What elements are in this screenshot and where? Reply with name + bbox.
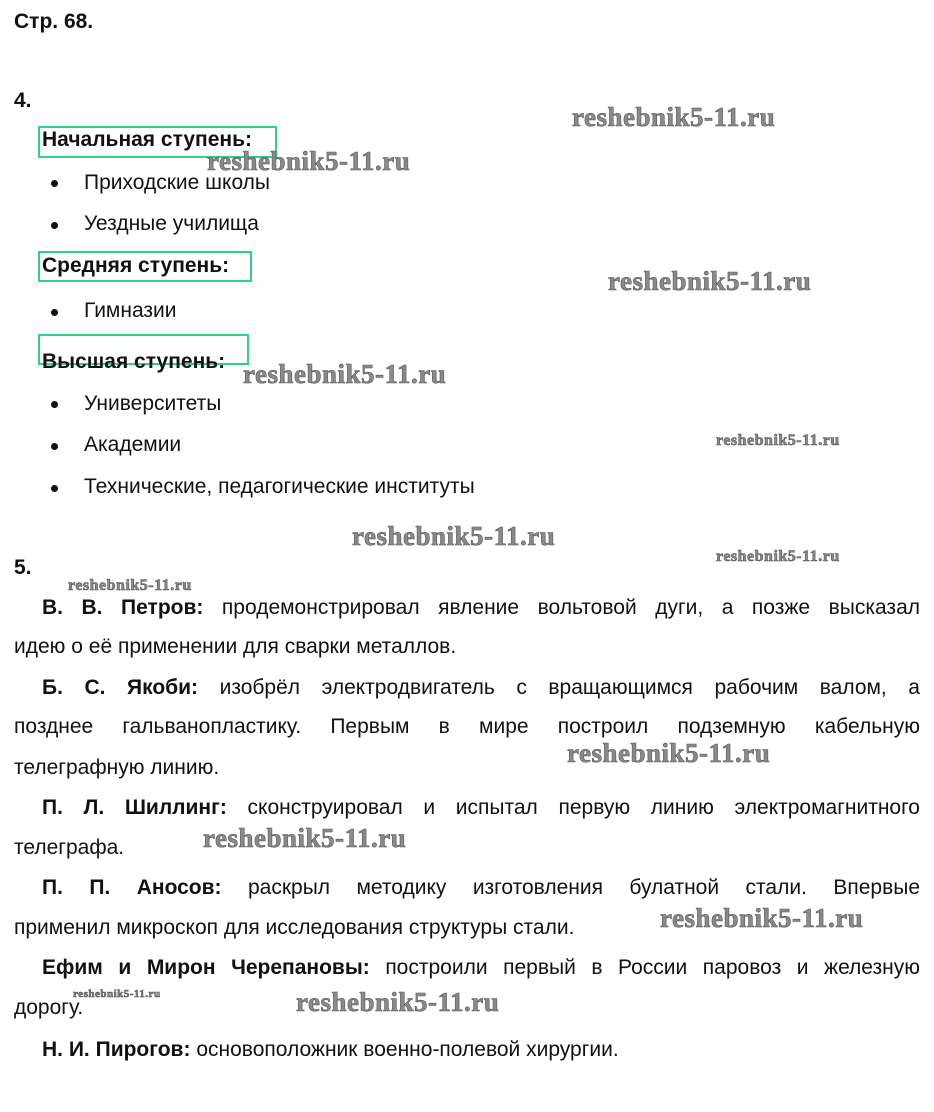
entry-text: идею о её применении для сварки металлов. bbox=[14, 635, 457, 658]
bullet-icon bbox=[51, 443, 58, 450]
list-item: Академии bbox=[84, 433, 182, 456]
entry-text: основоположник военно-полевой хирургии. bbox=[196, 1038, 619, 1061]
entry-text: раскрыл методику изготовления булатной стали. Впервые bbox=[247, 876, 920, 899]
bullet-icon bbox=[51, 309, 58, 316]
entry-name: Н. И. Пирогов: bbox=[42, 1038, 191, 1061]
section-heading: Средняя ступень: bbox=[42, 254, 230, 277]
entry-text: телеграфную линию. bbox=[14, 756, 220, 779]
entry-text: применил микроскоп для исследования структуры стали. bbox=[14, 916, 575, 939]
watermark: reshebnik5-11.ru bbox=[572, 102, 776, 132]
bullet-icon bbox=[51, 485, 58, 492]
list-item: Технические, педагогические институты bbox=[84, 475, 475, 498]
watermark: reshebnik5-11.ru bbox=[68, 577, 192, 594]
task-5-number: 5. bbox=[14, 556, 32, 579]
entry-name: Ефим и Мирон Черепановы: bbox=[42, 956, 370, 979]
entry-line bbox=[14, 715, 920, 739]
watermark: reshebnik5-11.ru bbox=[660, 903, 864, 933]
bullet-icon bbox=[51, 222, 58, 229]
entry-line bbox=[42, 796, 920, 820]
task-4-number: 4. bbox=[14, 89, 32, 112]
entry-line bbox=[14, 635, 920, 659]
entry-name: В. В. Петров: bbox=[42, 596, 204, 619]
list-item: Университеты bbox=[84, 392, 222, 415]
entry-text: дорогу. bbox=[14, 996, 84, 1019]
entry-line bbox=[42, 676, 920, 700]
watermark: reshebnik5-11.ru bbox=[716, 432, 840, 449]
watermark: reshebnik5-11.ru bbox=[243, 359, 447, 389]
watermark: reshebnik5-11.ru bbox=[203, 823, 407, 853]
section-heading: Высшая ступень: bbox=[42, 350, 226, 373]
section-heading: Начальная ступень: bbox=[42, 128, 253, 151]
page-label: Стр. 68. bbox=[14, 10, 94, 33]
entry-text: продемонстрировал явление вольтовой дуги, а позже высказал bbox=[221, 596, 920, 619]
entry-text: изобрёл электродвигатель с вращающимся рабочим валом, а bbox=[219, 676, 920, 699]
entry-line bbox=[14, 836, 920, 860]
entry-text: построили первый в России паровоз и железную bbox=[385, 956, 920, 979]
entry-name: Б. С. Якоби: bbox=[42, 676, 199, 699]
list-item: Уездные училища bbox=[84, 212, 259, 235]
entry-line bbox=[14, 756, 920, 780]
watermark: reshebnik5-11.ru bbox=[296, 987, 500, 1017]
watermark: reshebnik5-11.ru bbox=[352, 521, 556, 551]
watermark: reshebnik5-11.ru bbox=[73, 988, 161, 1000]
entry-text: позднее гальванопластику. Первым в мире построил подземную кабельную bbox=[14, 715, 920, 738]
entry-line bbox=[42, 596, 920, 620]
entry-text: телеграфа. bbox=[14, 836, 125, 859]
entry-name: П. Л. Шиллинг: bbox=[42, 796, 227, 819]
watermark: reshebnik5-11.ru bbox=[608, 266, 812, 296]
entry-line bbox=[42, 1038, 920, 1062]
watermark: reshebnik5-11.ru bbox=[716, 548, 840, 565]
watermark: reshebnik5-11.ru bbox=[567, 738, 771, 768]
list-item: Приходские школы bbox=[84, 171, 271, 194]
bullet-icon bbox=[51, 401, 58, 408]
bullet-icon bbox=[51, 180, 58, 187]
entry-line bbox=[42, 956, 920, 980]
entry-line bbox=[42, 876, 920, 900]
entry-name: П. П. Аносов: bbox=[42, 876, 222, 899]
entry-text: сконструировал и испытал первую линию электромагнитного bbox=[247, 796, 920, 819]
list-item: Гимназии bbox=[84, 299, 177, 322]
watermark: reshebnik5-11.ru bbox=[207, 146, 411, 176]
